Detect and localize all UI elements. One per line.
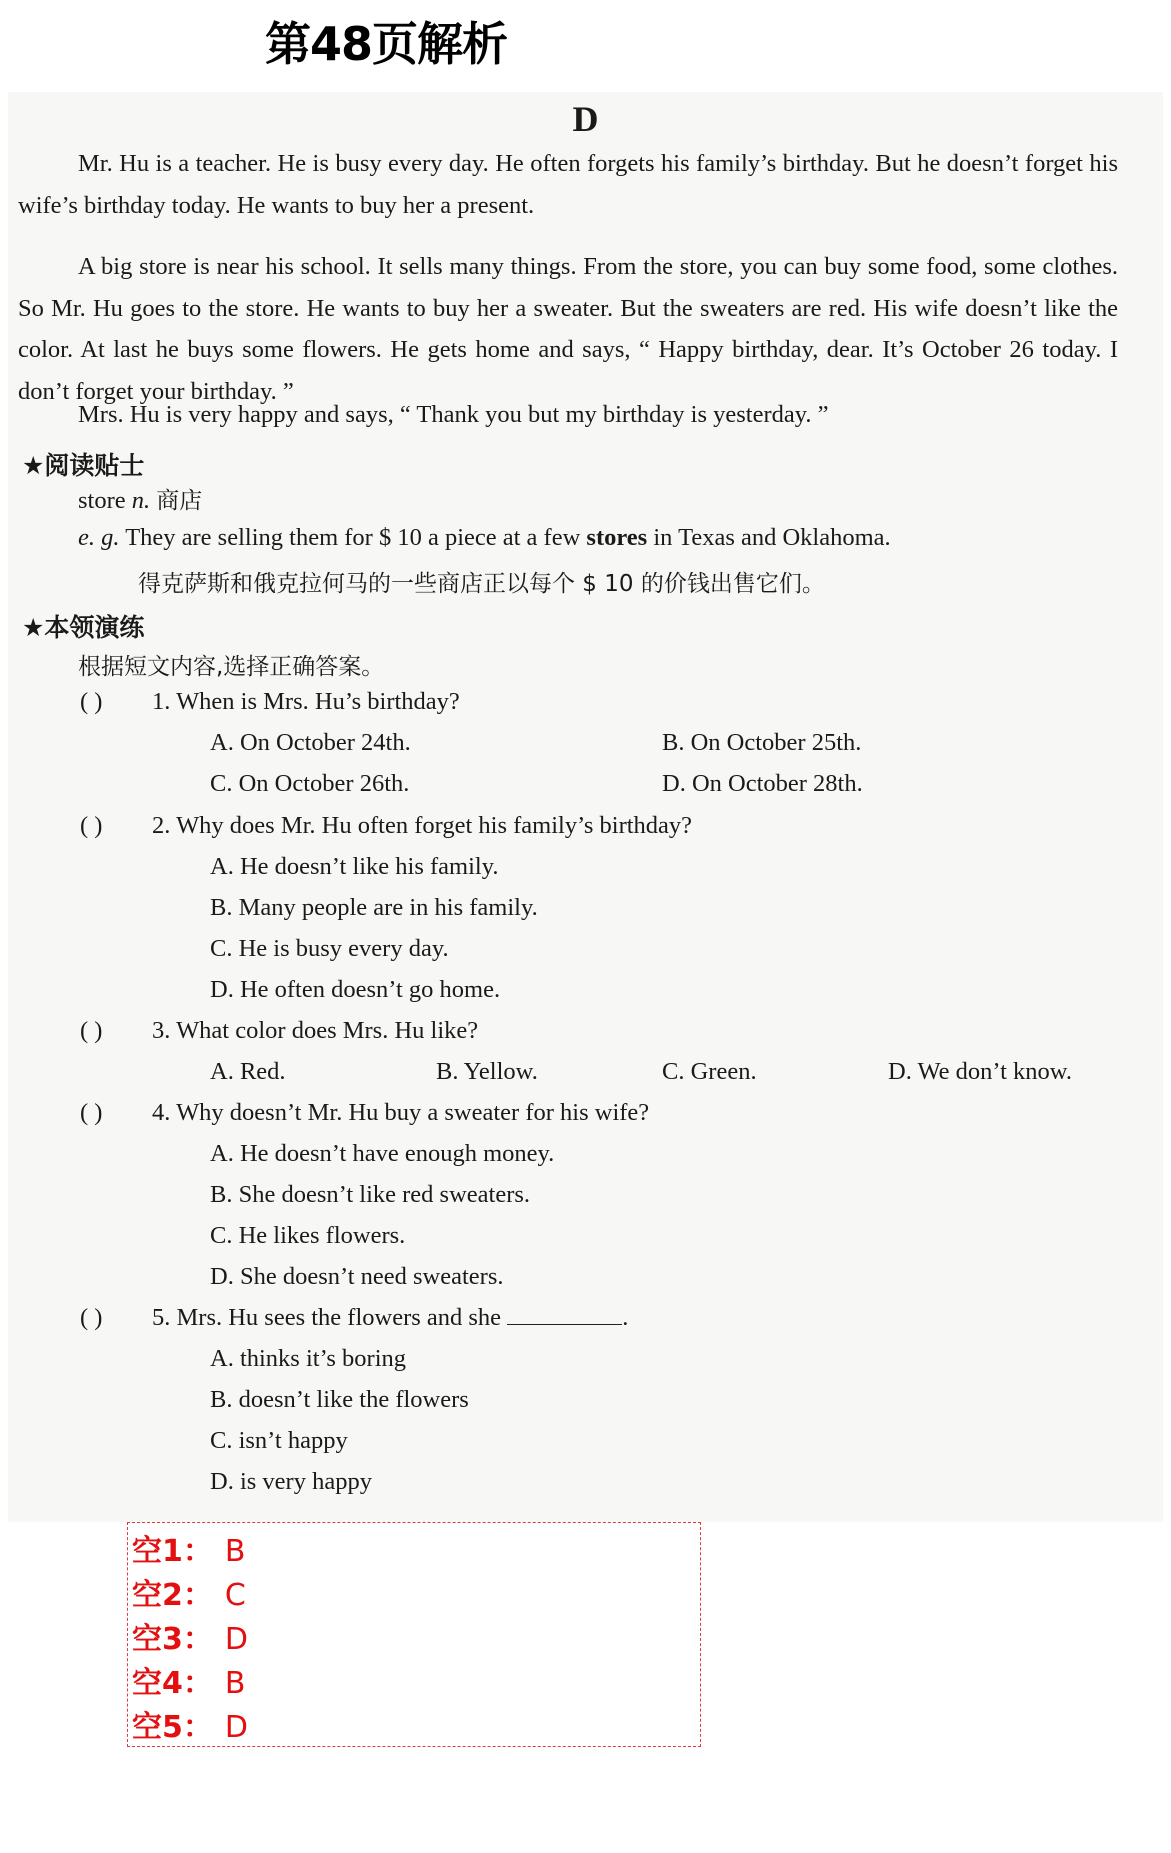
question-text: 3. What color does Mrs. Hu like?	[152, 1017, 479, 1044]
option-a: A. On October 24th.	[210, 729, 411, 756]
answer-5: 空5： D	[132, 1710, 248, 1745]
question-text: 4. Why doesn’t Mr. Hu buy a sweater for his wife?	[152, 1099, 650, 1126]
question-text: 2. Why does Mr. Hu often forget his family’s birthday?	[152, 812, 693, 839]
option-a: A. Red.	[210, 1058, 286, 1085]
question-text: 5. Mrs. Hu sees the flowers and she .	[152, 1304, 629, 1331]
reading-tips-heading: ★阅读贴士	[22, 451, 145, 480]
option-b: B. She doesn’t like red sweaters.	[210, 1181, 531, 1208]
option-c: C. Green.	[662, 1058, 757, 1085]
page-title: 第48页解析	[265, 17, 508, 71]
answer-paren: ( )	[80, 1017, 103, 1044]
option-b: B. On October 25th.	[662, 729, 862, 756]
option-c: C. On October 26th.	[210, 770, 410, 797]
passage-paragraph-3: Mrs. Hu is very happy and says, “ Thank you but my birthday is yesterday. ”	[78, 401, 829, 428]
option-d: D. is very happy	[210, 1468, 372, 1495]
vocab-pos: n.	[131, 487, 151, 514]
vocab-entry	[78, 482, 202, 515]
option-a: A. He doesn’t like his family.	[210, 853, 499, 880]
example-keyword: stores	[586, 524, 648, 551]
answer-paren: ( )	[80, 812, 103, 839]
vocab-word: store	[78, 487, 126, 514]
option-b: B. Yellow.	[436, 1058, 538, 1085]
option-d: D. He often doesn’t go home.	[210, 976, 501, 1003]
practice-instruction: 根据短文内容,选择正确答案。	[78, 654, 385, 680]
option-c: C. He likes flowers.	[210, 1222, 406, 1249]
example-prefix: e. g.	[78, 524, 120, 551]
answer-paren: ( )	[80, 1099, 103, 1126]
fill-blank	[507, 1306, 622, 1325]
option-d: D. We don’t know.	[888, 1058, 1073, 1085]
option-a: A. He doesn’t have enough money.	[210, 1140, 555, 1167]
passage-paragraph-2: A big store is near his school. It sells many things. From the store, you can buy some food, some clothes. So Mr. Hu goes to the store. He wants to buy her a sweater. But the sweaters are red. His wife doesn’t like the color. At last he buys some flowers. He gets home and says, “ Happy birthday, dear. It’s October 26 today. I don’t forget your birthday. ”	[18, 253, 1118, 405]
example-translation: 得克萨斯和俄克拉何马的一些商店正以每个 $ 10 的价钱出售它们。	[138, 571, 825, 597]
option-b: B. Many people are in his family.	[210, 894, 538, 921]
practice-heading: ★本领演练	[22, 613, 145, 642]
question-text: 1. When is Mrs. Hu’s birthday?	[152, 688, 460, 715]
answer-paren: ( )	[80, 1304, 103, 1331]
option-c: C. isn’t happy	[210, 1427, 348, 1454]
answer-1: 空1： B	[132, 1534, 246, 1569]
option-a: A. thinks it’s boring	[210, 1345, 407, 1372]
vocab-meaning: 商店	[156, 488, 203, 514]
option-b: B. doesn’t like the flowers	[210, 1386, 469, 1413]
option-d: D. She doesn’t need sweaters.	[210, 1263, 504, 1290]
example-sentence: e. g. They are selling them for $ 10 a piece at a few stores in Texas and Oklahoma.	[78, 524, 891, 551]
answer-3: 空3： D	[132, 1622, 248, 1657]
option-c: C. He is busy every day.	[210, 935, 449, 962]
option-d: D. On October 28th.	[662, 770, 863, 797]
answer-2: 空2： C	[132, 1578, 246, 1613]
section-heading: D	[572, 99, 599, 139]
answer-4: 空4： B	[132, 1666, 246, 1701]
answer-paren: ( )	[80, 688, 103, 715]
passage-paragraph-1: Mr. Hu is a teacher. He is busy every day. He often forgets his family’s birthday. But he doesn’t forget his wife’s birthday today. He wants to buy her a present.	[18, 150, 1118, 219]
